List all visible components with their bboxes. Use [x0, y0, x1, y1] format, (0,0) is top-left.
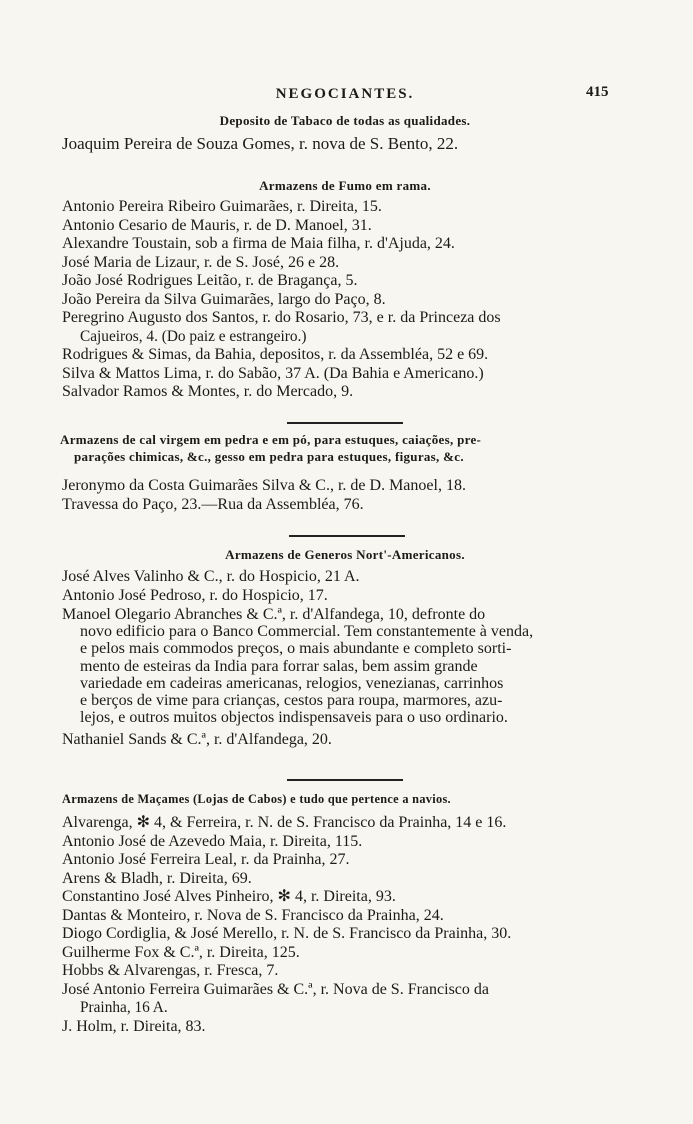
list-item: Jeronymo da Costa Guimarães Silva & C., r. de D. Manoel, 18.	[62, 477, 466, 494]
list-item: Salvador Ramos & Montes, r. do Mercado, 9.	[62, 383, 354, 400]
list-item: Antonio Cesario de Mauris, r. de D. Manoel, 31.	[62, 217, 372, 234]
para-line: Manoel Olegario Abranches & C.ª, r. d'Alfandega, 10, defronte do	[62, 606, 486, 623]
list-item: José Antonio Ferreira Guimarães & C.ª, r. Nova de S. Francisco da	[62, 981, 489, 998]
para-line: variedade em cadeiras americanas, relogios, venezianas, carrinhos	[80, 674, 504, 692]
list-item: Antonio José Ferreira Leal, r. da Prainha, 27.	[62, 851, 350, 868]
list-item: Antonio José de Azevedo Maia, r. Direita, 115.	[62, 833, 363, 850]
section-heading-tabaco: Deposito de Tabaco de todas as qualidades.	[219, 113, 471, 128]
advert-paragraph	[62, 606, 626, 726]
list-item: Silva & Mattos Lima, r. do Sabão, 37 A. (Da Bahia e Americano.)	[62, 365, 484, 382]
page-number: 415	[586, 84, 609, 100]
section-heading-fumo: Armazens de Fumo em rama.	[259, 178, 431, 193]
section-heading-cal	[60, 431, 630, 465]
list-item: Hobbs & Alvarengas, r. Fresca, 7.	[62, 962, 279, 979]
list-item-continuation: Cajueiros, 4. (Do paiz e estrangeiro.)	[80, 328, 307, 345]
list-item: João Pereira da Silva Guimarães, largo do Paço, 8.	[62, 291, 386, 308]
list-item: Guilherme Fox & C.ª, r. Direita, 125.	[62, 944, 300, 961]
list-item: Travessa do Paço, 23.—Rua da Assembléa, 76.	[62, 496, 364, 513]
list-item: J. Holm, r. Direita, 83.	[62, 1018, 206, 1035]
list-item: José Maria de Lizaur, r. de S. José, 26 e 28.	[62, 254, 340, 271]
list-item: Antonio Pereira Ribeiro Guimarães, r. Direita, 15.	[62, 198, 382, 215]
para-line: novo edificio para o Banco Commercial. Tem constantemente à venda,	[80, 623, 534, 641]
list-item: Constantino José Alves Pinheiro, ✻ 4, r. Direita, 93.	[62, 888, 396, 905]
list-item: Arens & Bladh, r. Direita, 69.	[62, 870, 252, 887]
list-item: Dantas & Monteiro, r. Nova de S. Francisco da Prainha, 24.	[62, 907, 444, 924]
para-line: e pelos mais commodos preços, o mais abundante e completo sorti-	[80, 640, 512, 658]
para-line: mento de esteiras da India para forrar salas, bem assim grande	[80, 657, 478, 675]
list-item: José Alves Valinho & C., r. do Hospicio, 21 A.	[62, 568, 360, 585]
list-item: Rodrigues & Simas, da Bahia, depositos, r. da Assembléa, 52 e 69.	[62, 346, 489, 363]
list-item: Joaquim Pereira de Souza Gomes, r. nova de S. Bento, 22.	[62, 134, 459, 153]
list-item: Antonio José Pedroso, r. do Hospicio, 17.	[62, 587, 328, 604]
section-rule	[287, 779, 403, 781]
section-heading-macames: Armazens de Maçames (Lojas de Cabos) e tudo que pertence a navios.	[62, 792, 451, 806]
list-item-continuation: Prainha, 16 A.	[80, 999, 168, 1016]
para-line: e berços de vime para crianças, cestos para roupa, marmores, azu-	[80, 692, 503, 710]
list-item: João José Rodrigues Leitão, r. de Bragança, 5.	[62, 272, 358, 289]
list-item: Peregrino Augusto dos Santos, r. do Rosario, 73, e r. da Princeza dos	[62, 309, 501, 326]
section-rule	[289, 535, 405, 537]
heading-line: Armazens de cal virgem em pedra e em pó, para estuques, caiações, pre-	[60, 432, 482, 447]
section-heading-nort-americanos: Armazens de Generos Nort'-Americanos.	[225, 547, 465, 562]
para-line: lejos, e outros muitos objectos indispensaveis para o uso ordinario.	[80, 709, 508, 727]
list-item: Nathaniel Sands & C.ª, r. d'Alfandega, 20.	[62, 731, 332, 748]
list-item: Diogo Cordiglia, & José Merello, r. N. de S. Francisco da Prainha, 30.	[62, 925, 512, 942]
heading-line: parações chimicas, &c., gesso em pedra para estuques, figuras, &c.	[74, 449, 464, 464]
running-title: NEGOCIANTES.	[275, 86, 415, 102]
list-item: Alvarenga, ✻ 4, & Ferreira, r. N. de S. Francisco da Prainha, 14 e 16.	[62, 814, 507, 831]
section-rule	[287, 422, 403, 424]
list-item: Alexandre Toustain, sob a firma de Maia filha, r. d'Ajuda, 24.	[62, 235, 455, 252]
